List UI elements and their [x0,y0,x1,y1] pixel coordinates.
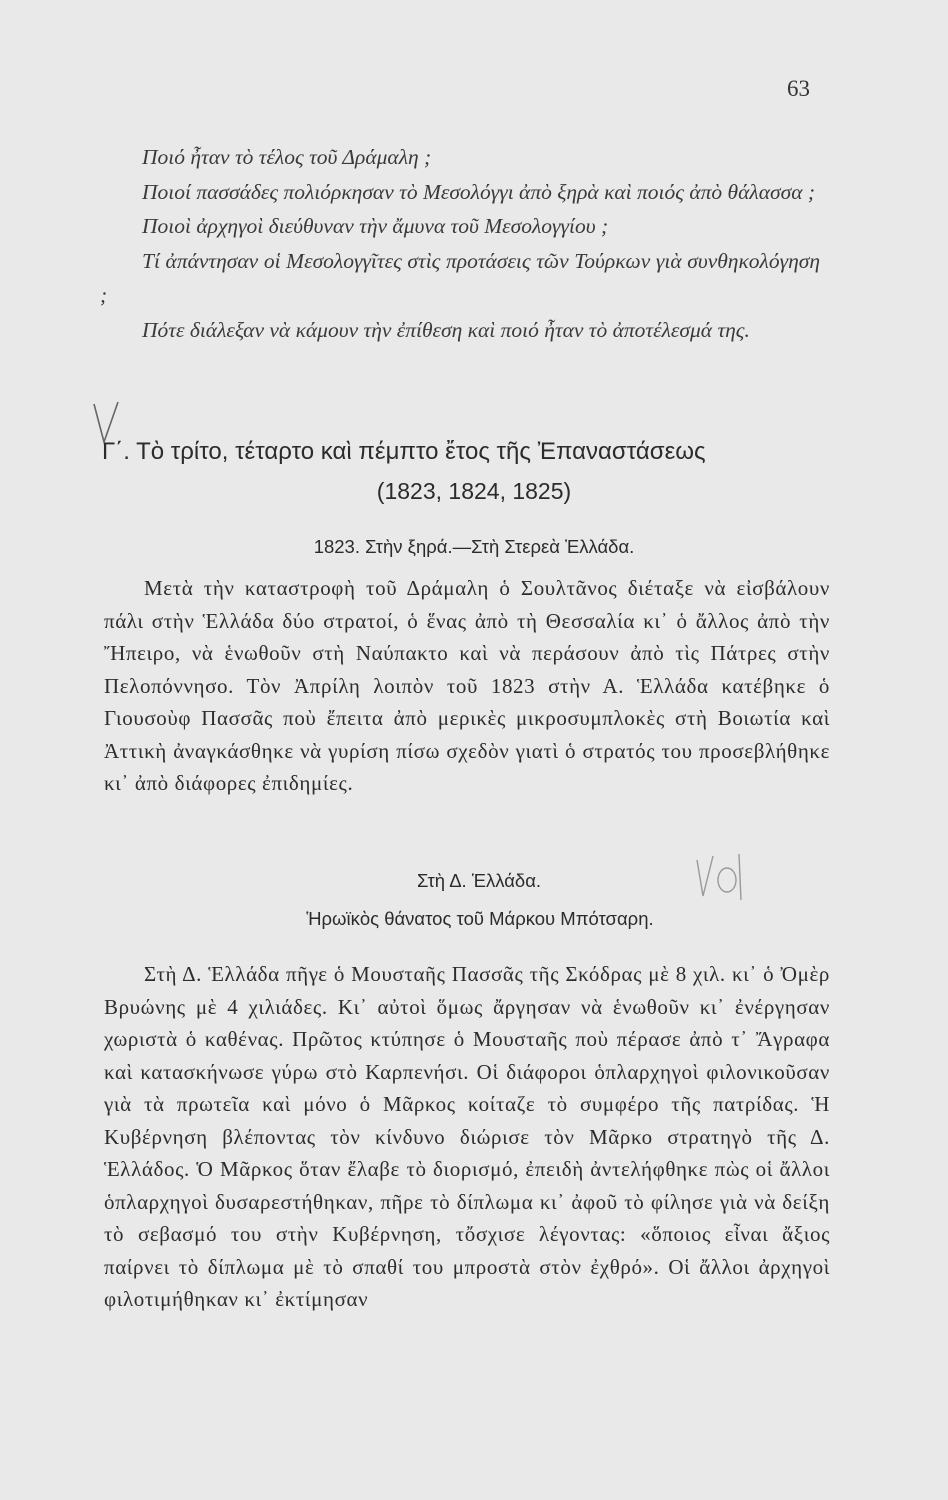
review-questions [100,140,820,347]
chapter-years: (1823, 1824, 1825) [376,478,572,504]
paragraph-2-text: Στὴ Δ. Ἑλλάδα πῆγε ὁ Μουσταῆς Πασσᾶς τῆς Σκόδρας μὲ 8 χιλ. κι᾿ ὁ Ὀμὲρ Βρυώνης μὲ 4 χιλιάδες. Κι᾿ αὐτοὶ ὅμως ἄργησαν νὰ ἑνωθοῦν κι᾿ ἐνέργησαν χωριστὰ ὁ καθένας. Πρῶτος κτύπησε ὁ Μουσταῆς ποὺ πέρασε ἀπὸ τ᾿ Ἄγραφα καὶ κατασκήνωσε γύρω στὸ Καρπενήσι. Οἱ διάφοροι ὁπλαρχηγοὶ φιλονικοῦσαν γιὰ τὰ πρωτεῖα καὶ μόνο ὁ Μᾶρκος κοίταζε τὸ συμφέρο τῆς πατρίδας. Ἡ Κυβέρνηση βλέποντας τὸν κίνδυνο διώρισε τὸν Μᾶρκο στρατηγὸ τῆς Δ. Ἑλλάδος. Ὁ Μᾶρκος ὅταν ἔλαβε τὸ διορισμό, ἐπειδὴ ἀντελήφθηκε πὼς οἱ ἄλλοι ὁπλαρχηγοὶ δυσαρεστήθηκαν, πῆρε τὸ δίπλωμα κι᾿ ἀφοῦ τὸ φίλησε γιὰ νὰ δείξη τὸ σεβασμό του στὴν Κυβέρνηση, τὄσχισε λέγοντας: «ὅποιος εἶναι ἄξιος παίρνει τὸ δίπλωμα μὲ τὸ σπαθί του μπροστὰ στὸν ἐχθρό». Οἱ ἄλλοι ἀρχηγοὶ φιλοτιμήθηκαν κι᾿ ἐκτίμησαν [104,962,830,1311]
paragraph-2 [104,958,830,1316]
handwritten-mark [695,848,755,908]
chapter-title: Γ΄. Τὸ τρίτο, τέταρτο καὶ πέμπτο ἔτος τῆς Ἐπαναστάσεως [102,438,706,465]
page-number: 63 [787,76,810,101]
paragraph-1 [104,572,830,800]
question-5: Πότε διάλεξαν νὰ κάμουν τὴν ἐπίθεση καὶ ποιό ἦταν τὸ ἀποτέλεσμά της. [142,317,750,342]
section-heading-botsaris: Ἡρωϊκὸς θάνατος τοῦ Μάρκου Μπότσαρη. [306,908,654,929]
question-4: Τί ἀπάντησαν οἱ Μεσολογγῖτες στὶς προτάσεις τῶν Τούρκων γιὰ συνθηκολόγηση ; [100,248,820,307]
question-3: Ποιοὶ ἀρχηγοὶ διεύθυναν τὴν ἄμυνα τοῦ Μεσολογγίου ; [142,214,609,238]
question-1: Ποιό ἦταν τὸ τέλος τοῦ Δράμαλη ; [142,145,432,169]
question-2: Ποιοί πασσάδες πολιόρκησαν τὸ Μεσολόγγι ἀπὸ ξηρὰ καὶ ποιός ἀπὸ θάλασσα ; [142,179,816,204]
section-heading-1823: 1823. Στὴν ξηρά.—Στὴ Στερεὰ Ἑλλάδα. [313,536,635,557]
section-heading-western-greece: Στὴ Δ. Ἑλλάδα. [416,870,542,891]
paragraph-1-text: Μετὰ τὴν καταστροφὴ τοῦ Δράμαλη ὁ Σουλτᾶνος διέταξε νὰ εἰσβάλουν πάλι στὴν Ἑλλάδα δύο στρατοί, ὁ ἕνας ἀπὸ τὴ Θεσσαλία κι᾿ ὁ ἄλλος ἀπὸ τὴν Ἤπειρο, νὰ ἑνωθοῦν στὴ Ναύπακτο καὶ νὰ περάσουν ἀπὸ τὶς Πάτρες στὴν Πελοπόννησο. Τὸν Ἀπρίλη λοιπὸν τοῦ 1823 στὴν Α. Ἑλλάδα κατέβηκε ὁ Γιουσοὺφ Πασσᾶς ποὺ ἔπειτα ἀπὸ μερικὲς μικροσυμπλοκὲς στὴ Βοιωτία καὶ Ἀττικὴ ἀναγκάσθηκε νὰ γυρίση πίσω σχεδὸν γιατὶ ὁ στρατός του προσεβλήθηκε κι᾿ ἀπὸ διάφορες ἐπιδημίες. [104,576,830,795]
